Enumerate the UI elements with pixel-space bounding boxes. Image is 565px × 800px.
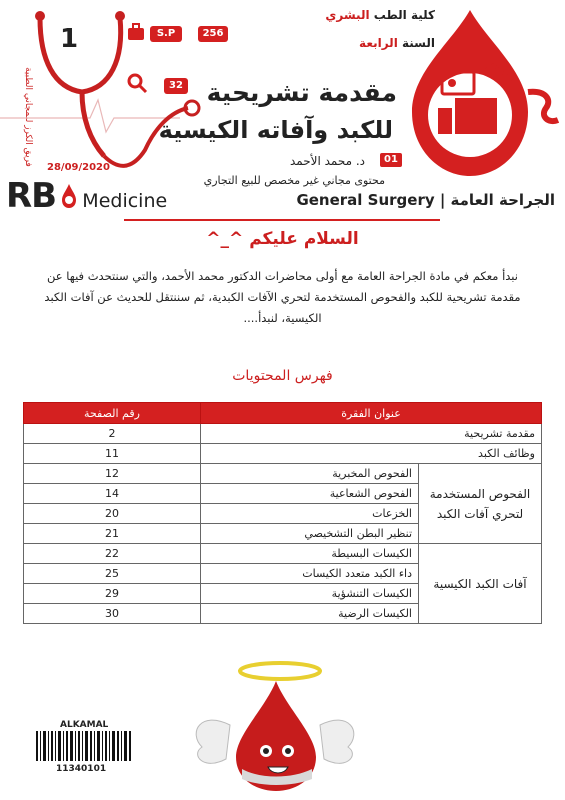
toc-page: 12	[24, 464, 201, 484]
search-count-tag: 32	[164, 78, 188, 94]
toc-topic: تنظير البطن التشخيصي	[201, 524, 419, 544]
brand-rb: RB	[6, 176, 57, 216]
lecture-title-line2: للكبد وآفاته الكيسية	[158, 116, 393, 144]
toc-group-investigations: الفحوص المستخدمة لتحري آفات الكبد	[419, 464, 542, 544]
toc-col-page: رقم الصفحة	[24, 403, 201, 424]
table-row	[24, 424, 542, 444]
toc-header-row	[24, 403, 542, 424]
toc-topic: الخزعات	[201, 504, 419, 524]
barcode-label: ALKAMAL	[60, 720, 109, 730]
lecture-badge: 01	[380, 153, 402, 167]
toc-topic: مقدمة تشريحية	[201, 424, 542, 444]
toc-page: 20	[24, 504, 201, 524]
toc-page: 2	[24, 424, 201, 444]
toc-page: 14	[24, 484, 201, 504]
toc-topic: وظائف الكبد	[201, 444, 542, 464]
toc-group-cystic-lesions: آفات الكبد الكيسية	[419, 544, 542, 624]
free-content-note: محتوى مجاني غير مخصص للبيع التجاري	[203, 174, 385, 187]
table-row	[24, 544, 542, 564]
college-label: كلية الطب	[369, 8, 435, 22]
toc-page: 22	[24, 544, 201, 564]
brand-medicine: Medicine	[82, 190, 168, 212]
year-label: السنة	[397, 36, 435, 50]
subject-title: الجراحة العامة | General Surgery	[296, 191, 555, 209]
faculty-line	[325, 8, 435, 22]
doctor-name: د. محمد الأحمد	[289, 154, 365, 168]
toc-page: 29	[24, 584, 201, 604]
toc-topic: الفحوص المخبرية	[201, 464, 419, 484]
toc-topic: الكيسات الرضية	[201, 604, 419, 624]
toc-topic: داء الكبد متعدد الكيسات	[201, 564, 419, 584]
blood-drop-icon	[61, 183, 77, 209]
toc-topic: الكيسات التنشؤية	[201, 584, 419, 604]
toc-page: 25	[24, 564, 201, 584]
toc-topic: الفحوص الشعاعية	[201, 484, 419, 504]
year-name: الرابعة	[359, 36, 398, 50]
briefcase-icon	[126, 22, 146, 42]
toc-col-topic: عنوان الفقرة	[201, 403, 542, 424]
header-divider	[124, 219, 440, 221]
side-team-label: فريق الكرز للمجاني الطبية	[23, 67, 33, 167]
toc-topic: الكيسات البسيطة	[201, 544, 419, 564]
table-row	[24, 464, 542, 484]
toc-title: فهرس المحتويات	[232, 368, 333, 384]
college-name: البشري	[325, 8, 370, 22]
lecture-number: 1	[60, 24, 79, 54]
lecture-title-line1: مقدمة تشريحية	[206, 78, 397, 107]
sp-tag: S.P	[150, 26, 182, 42]
search-icon	[126, 72, 148, 94]
sp-count-tag: 256	[198, 26, 228, 42]
toc-page: 30	[24, 604, 201, 624]
toc-table	[23, 402, 542, 624]
toc-page: 11	[24, 444, 201, 464]
barcode-number: 11340101	[56, 764, 107, 774]
intro-paragraph: نبدأ معكم في مادة الجراحة العامة مع أولى محاضرات الدكتور محمد الأحمد، والتي سنتحدث فيها عن مقدمة تشريحية للكبد والفحوص المستخدمة لتحري الآفات الكبدية، ثم سننتقل للحديث عن آفات الكبد الكيسية، لنبدأ....	[44, 269, 521, 325]
brand-logo	[6, 176, 167, 216]
table-row	[24, 444, 542, 464]
lecture-date: 28/09/2020	[47, 162, 110, 173]
toc-page: 21	[24, 524, 201, 544]
greeting: السلام عليكم ^_^	[206, 229, 359, 249]
year-line	[359, 36, 435, 50]
blood-drop-mascot	[180, 655, 370, 795]
barcode-graphic	[36, 731, 132, 761]
